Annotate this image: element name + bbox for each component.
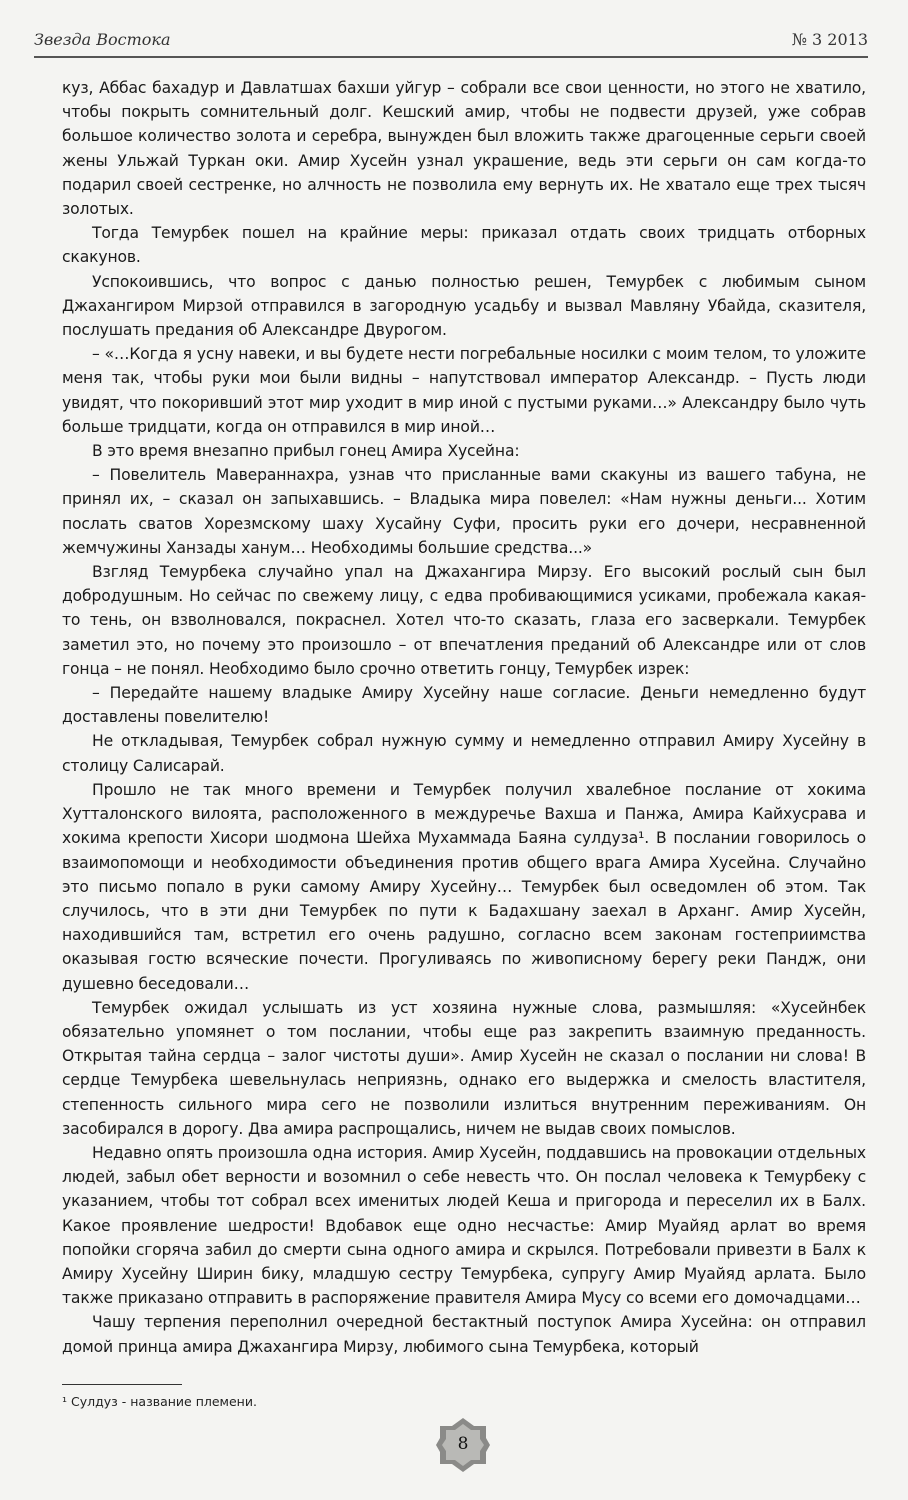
footnote: ¹ Сулдуз - название племени. xyxy=(62,1394,257,1409)
page-number: 8 xyxy=(457,1434,469,1454)
paragraph: Взгляд Темурбека случайно упал на Джахангира Мирзу. Его высокий рослый сын был добродушным. Но сейчас по свежему лицу, с едва пробивающимися усиками, пробежала какая-то тень, он взволновался, покраснел. Хотел что-то сказать, глаза его засверкали. Темурбек заметил это, но почему это произошло – от впечатления преданий об Александре или от слов гонца – не понял. Необходимо было срочно ответить гонцу, Темурбек изрек: xyxy=(62,563,866,678)
paragraph: – «…Когда я усну навеки, и вы будете нести погребальные носилки с моим телом, то уложите меня так, чтобы руки мои были видны – напутствовал император Александр. – Пусть люди увидят, что покоривший этот мир уходит в мир иной с пустыми руками…» Александру было чуть больше тридцати, когда он отправился в мир иной… xyxy=(62,345,866,436)
paragraph: Прошло не так много времени и Темурбек получил хвалебное послание от хокима Хутталонского вилоята, расположенного в междуречье Вахша и Панжа, Амира Кайхусрава и хокима крепости Хисори шодмона Шейха Мухаммада Баяна сулдуза¹. В послании говорилось о взаимопомощи и необходимости объединения против общего врага Амира Хусейна. Случайно это письмо попало в руки самому Амиру Хусейну… Темурбек был осведомлен об этом. Так случилось, что в эти дни Темурбек по пути к Бадахшану заехал в Арханг. Амир Хусейн, находившийся там, встретил его очень радушно, согласно всем законам гостеприимства оказывая гостю всяческие почести. Прогуливаясь по живописному берегу реки Пандж, они душевно беседовали… xyxy=(62,780,866,993)
magazine-title: Звезда Востока xyxy=(34,30,171,49)
paragraph: – Повелитель Мавераннахра, узнав что присланные вами скакуны из вашего табуна, не принял их, – сказал он запыхавшись. – Владыка мира повелел: «Нам нужны деньги... Хотим послать сватов Хорезмскому шаху Хусайну Суфи, просить руки его дочери, несравненной жемчужины Ханзады ханум… Необходимы большие средства...» xyxy=(62,466,866,557)
issue-number: № 3 2013 xyxy=(791,30,868,49)
article-body xyxy=(62,76,866,1359)
paragraph: Чашу терпения переполнил очередной бестактный поступок Амира Хусейна: он отправил домой принца амира Джахангира Мирзу, любимого сына Темурбека, который xyxy=(62,1313,866,1356)
running-header xyxy=(34,30,868,58)
footnote-separator xyxy=(62,1384,182,1385)
page-number-badge xyxy=(434,1416,492,1474)
paragraph: В это время внезапно прибыл гонец Амира Хусейна: xyxy=(92,442,520,461)
paragraph: куз, Аббас бахадур и Давлатшах бахши уйгур – собрали все свои ценности, но этого не хватило, чтобы покрыть сомнительный долг. Кешский амир, чтобы не подвести друзей, уже собрав большое количество золота и серебра, вынужден был вложить также драгоценные серьги своей жены Ульжай Туркан оки. Амир Хусейн узнал украшение, ведь эти серьги он сам когда-то подарил своей сестренке, но алчность не позволила ему вернуть их. Не хватало еще трех тысяч золотых. xyxy=(62,79,866,219)
paragraph: Не откладывая, Темурбек собрал нужную сумму и немедленно отправил Амиру Хусейну в столицу Салисарай. xyxy=(62,732,866,775)
paragraph: Недавно опять произошла одна история. Амир Хусейн, поддавшись на провокации отдельных людей, забыл обет верности и возомнил о себе невесть что. Он послал человека к Темурбеку с указанием, чтобы тот собрал всех именитых людей Кеша и пригорода и переселил их в Балх. Какое проявление шедрости! Вдобавок еще одно несчастье: Амир Муайяд арлат во время попойки сгоряча забил до смерти сына одного амира и скрылся. Потребовали привезти в Балх к Амиру Хусейну Ширин бику, младшую сестру Темурбека, супругу Амир Муайяд арлата. Было также приказано отправить в распоряжение правителя Амира Мусу со всеми его домочадцами… xyxy=(62,1143,866,1308)
paragraph: Тогда Темурбек пошел на крайние меры: приказал отдать своих тридцать отборных скакунов. xyxy=(62,224,866,267)
paragraph: Темурбек ожидал услышать из уст хозяина нужные слова, размышляя: «Хусейнбек обязательно упомянет о том послании, чтобы еще раз закрепить взаимную преданность. Открытая тайна сердца – залог чистоты души». Амир Хусейн не сказал о послании ни слова! В сердце Темурбека шевельнулась неприязнь, однако его выдержка и смелость властителя, степенность сильного мира сего не позволили излиться внутренним переживаниям. Он засобирался в дорогу. Два амира распрощались, ничем не выдав своих помыслов. xyxy=(62,998,866,1138)
paragraph: – Передайте нашему владыке Амиру Хусейну наше согласие. Деньги немедленно будут доставлены повелителю! xyxy=(62,684,866,727)
paragraph: Успокоившись, что вопрос с данью полностью решен, Темурбек с любимым сыном Джахангиром Мирзой отправился в загородную усадьбу и вызвал Мавляну Убайда, сказителя, послушать предания об Александре Двурогом. xyxy=(62,272,866,340)
